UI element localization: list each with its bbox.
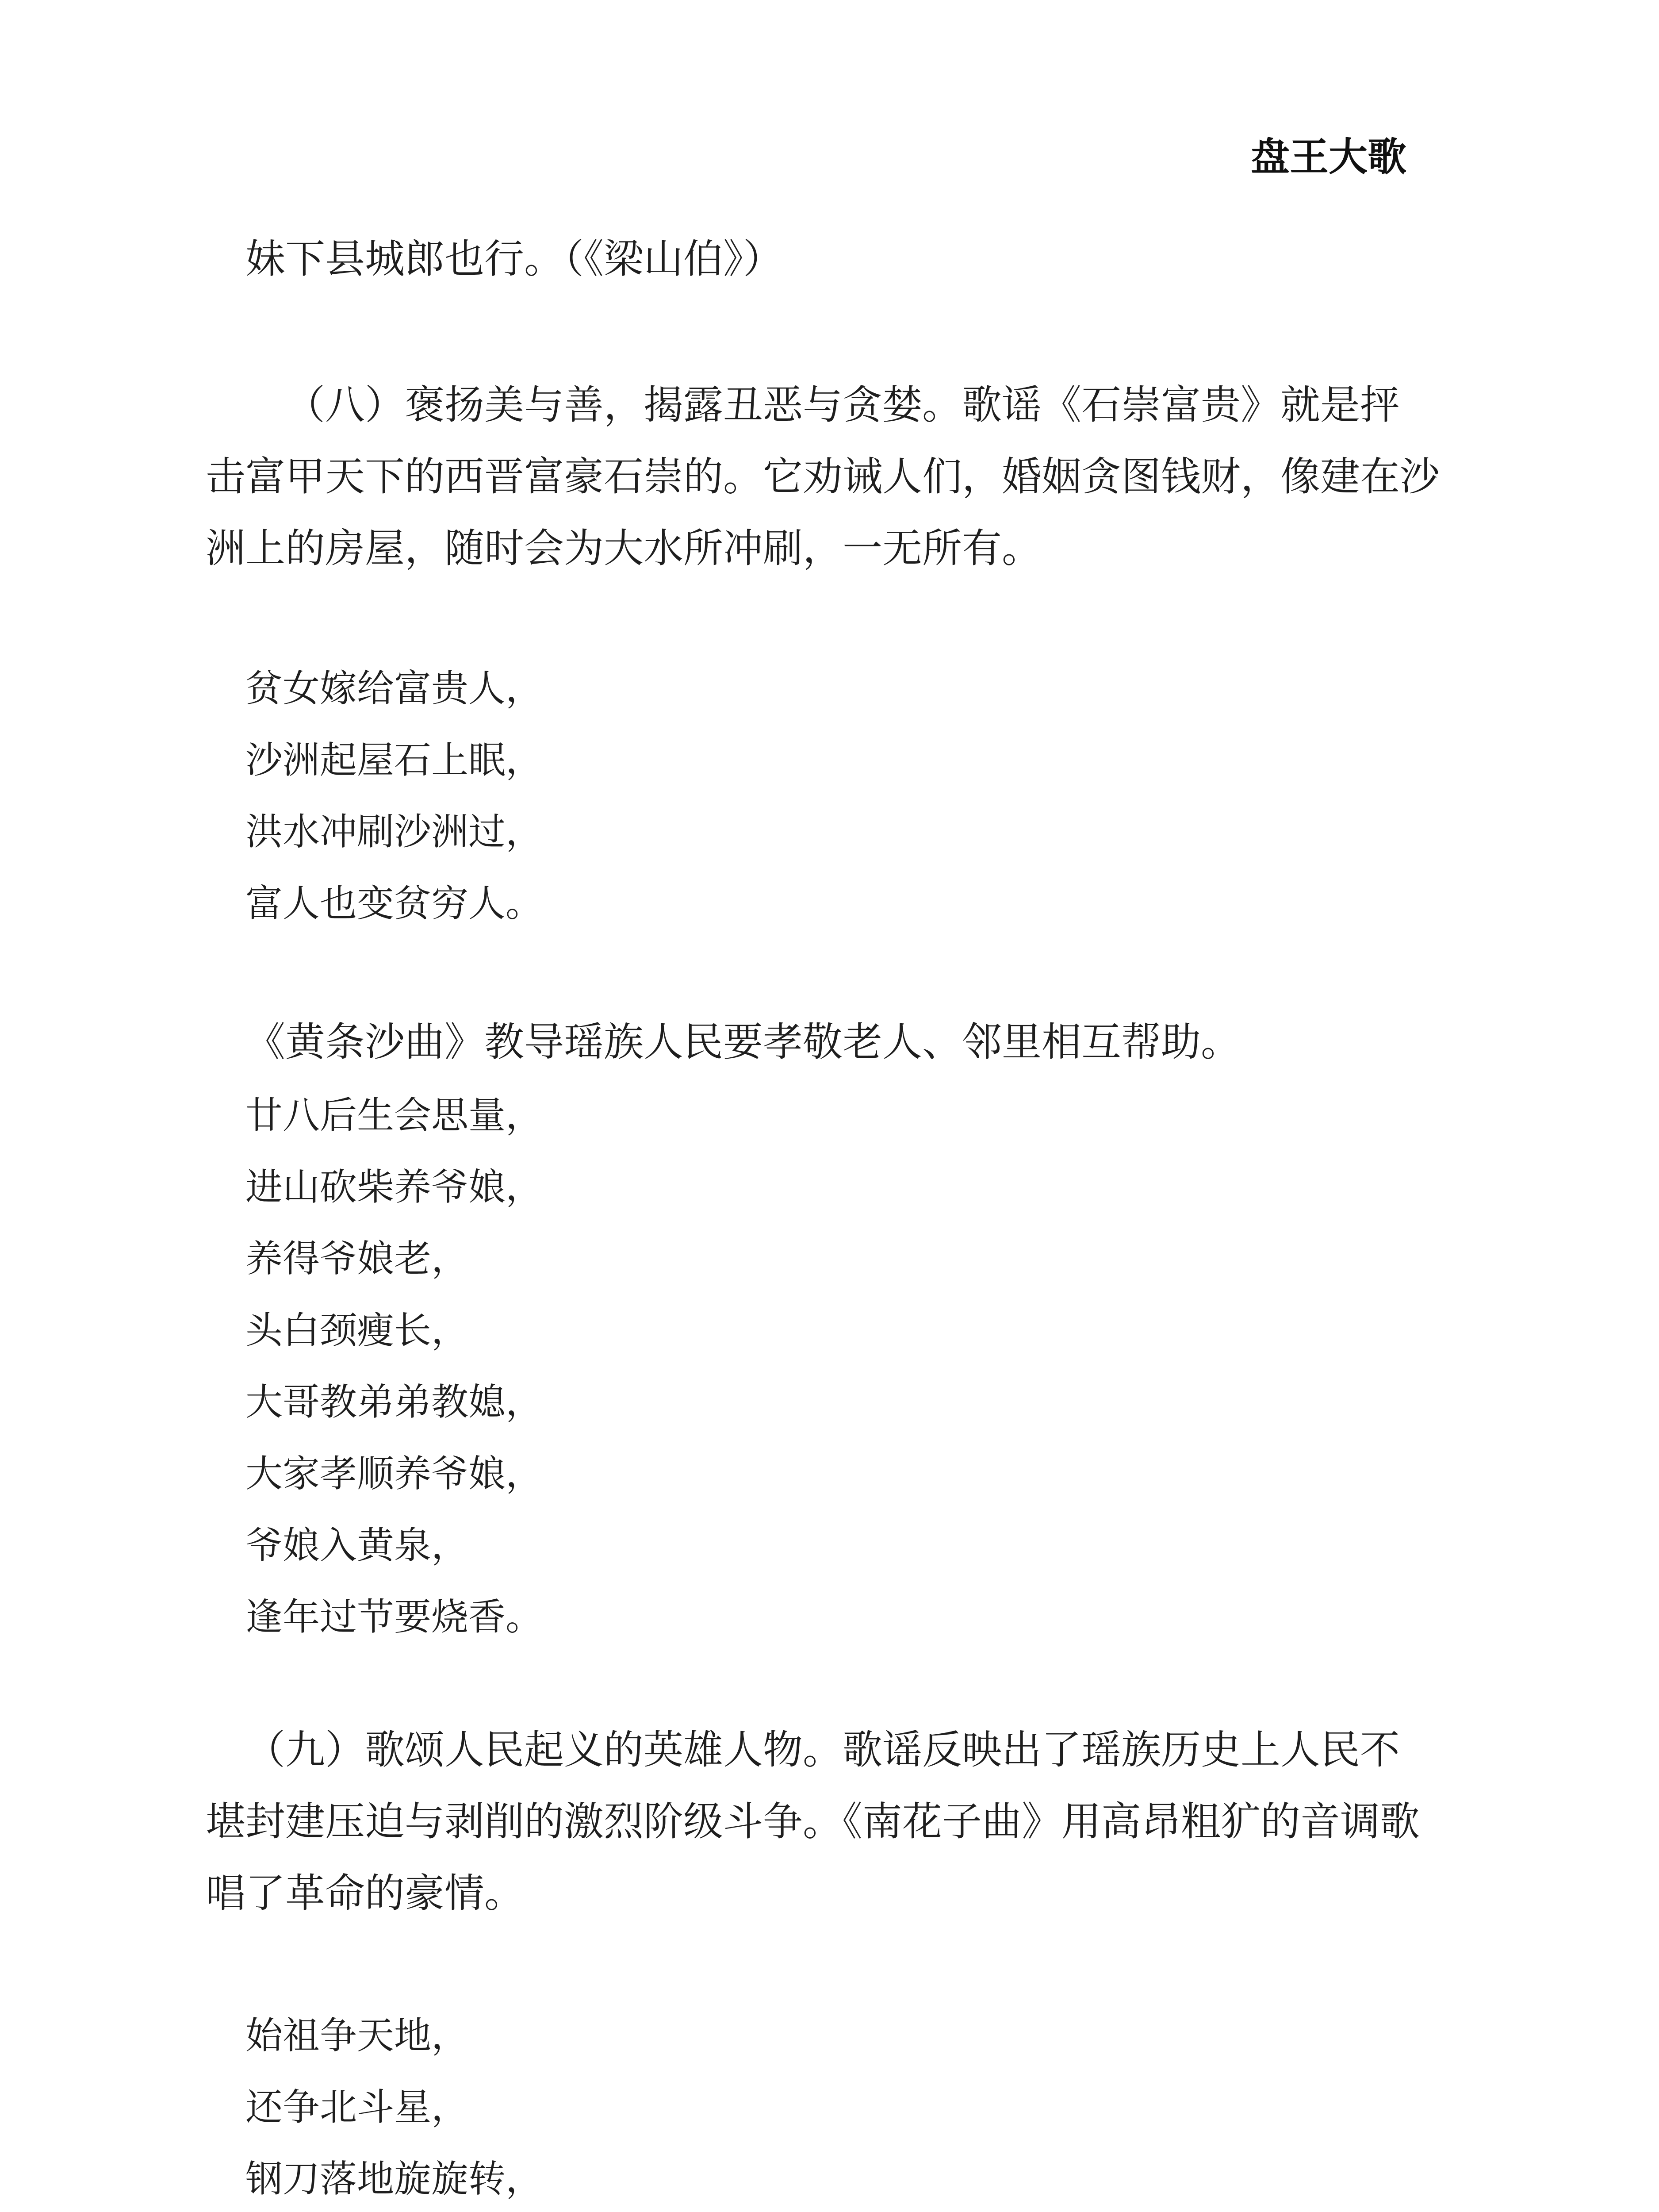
text-line: 妹下县城郎也行。（《梁山伯》） — [245, 236, 783, 282]
verse-shichong — [245, 653, 543, 939]
continuation-line — [245, 223, 783, 295]
verse-line: 还争北斗星， — [245, 2085, 469, 2129]
verse-line: 逢年过节要烧香。 — [245, 1595, 543, 1639]
verse-line: 洪水冲刷沙洲过， — [245, 810, 543, 853]
verse-line: 大哥教弟弟教媳， — [245, 1380, 543, 1424]
running-header: 盘王大歌 — [1250, 134, 1406, 180]
verse-line: 富人也变贫穷人。 — [245, 882, 543, 925]
paragraph-8 — [206, 369, 1440, 584]
intro-huangtiaosha — [245, 1006, 1241, 1078]
verse-huangtiaosha — [245, 1079, 543, 1653]
verse-line: 养得爷娘老， — [245, 1237, 469, 1280]
text-line: （八）褒扬美与善，揭露丑恶与贪婪。歌谣《石崇富贵》就是抨 — [285, 382, 1400, 428]
text-line: 击富甲天下的西晋富豪石崇的。它劝诫人们，婚姻贪图钱财，像建在沙 — [206, 453, 1440, 500]
verse-line: 沙洲起屋石上眠， — [245, 738, 543, 782]
verse-line: 大家孝顺养爷娘， — [245, 1452, 543, 1495]
text-line: （九）歌颂人民起义的英雄人物。歌谣反映出了瑶族历史上人民不 — [245, 1727, 1400, 1773]
verse-nanhuazi — [245, 2000, 543, 2212]
text-line: 洲上的房屋，随时会为大水所冲刷，一无所有。 — [206, 525, 1042, 572]
verse-line: 头白颈瘦长， — [245, 1309, 469, 1352]
verse-line: 钢刀落地旋旋转， — [245, 2157, 543, 2200]
text-line: 《黄条沙曲》教导瑶族人民要孝敬老人、邻里相互帮助。 — [245, 1019, 1241, 1065]
verse-line: 贫女嫁给富贵人， — [245, 667, 543, 710]
paragraph-9 — [206, 1714, 1420, 1929]
text-line: 唱了革命的豪情。 — [206, 1870, 524, 1916]
text-line: 堪封建压迫与剥削的激烈阶级斗争。《南花子曲》用高昂粗犷的音调歌 — [206, 1798, 1420, 1845]
verse-line: 进山砍柴养爷娘， — [245, 1165, 543, 1209]
verse-line: 廿八后生会思量， — [245, 1094, 543, 1137]
verse-line: 爷娘入黄泉， — [245, 1524, 469, 1567]
verse-line: 始祖争天地， — [245, 2014, 469, 2057]
